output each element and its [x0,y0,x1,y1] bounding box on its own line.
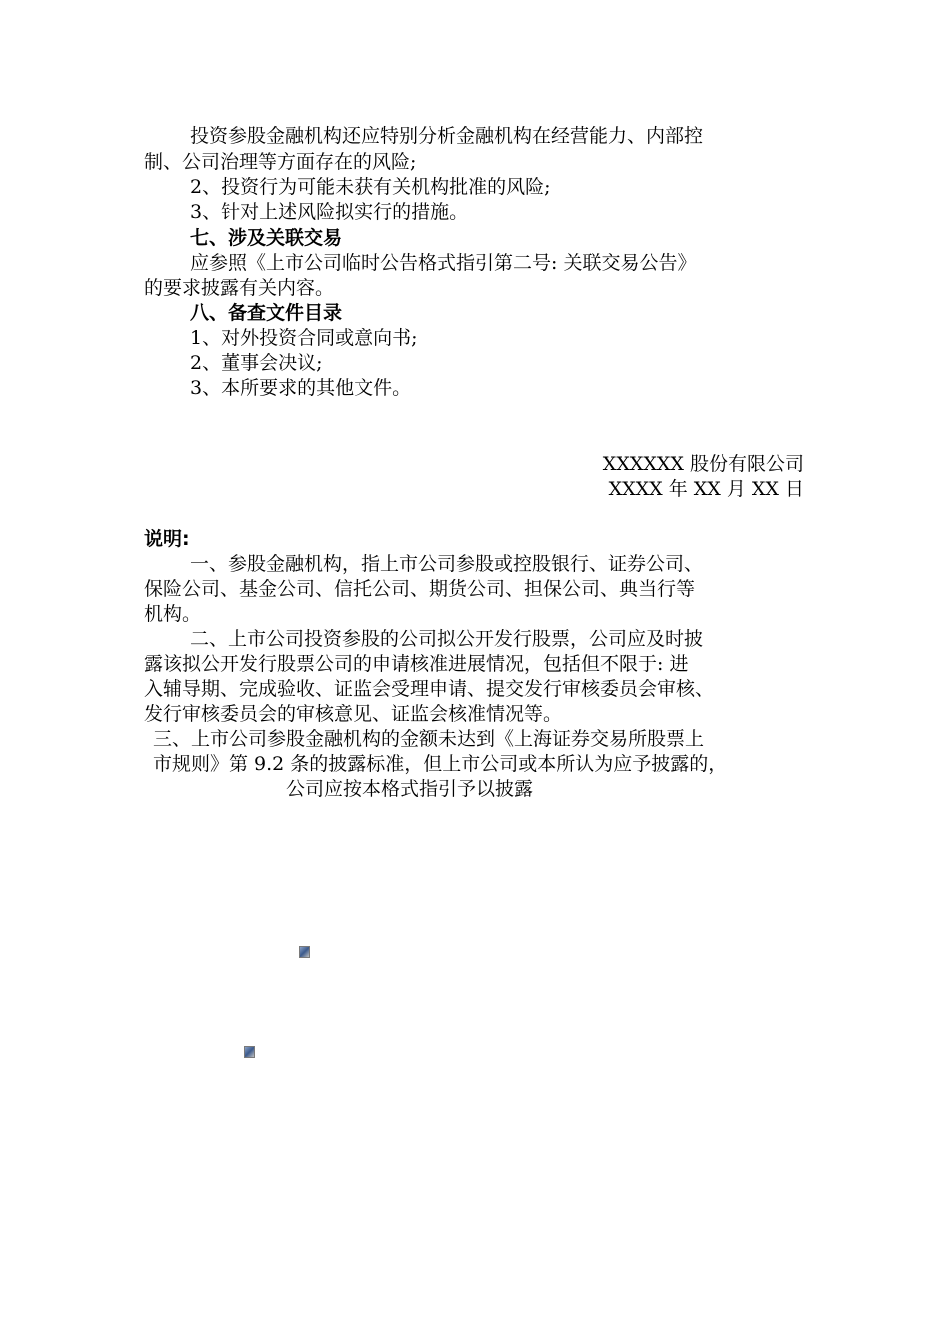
signature-date: XXXX 年 XX 月 XX 日 [608,478,804,500]
section6-paragraph-line2: 制、公司治理等方面存在的风险; [144,151,417,173]
note2-line4: 发行审核委员会的审核意见、证监会核准情况等。 [144,703,563,725]
note3-line2: 市规则》第 9.2 条的披露标准，但上市公司或本所认为应予披露的， [153,753,728,775]
note3-line1: 三、上市公司参股金融机构的金额未达到《上海证券交易所股票上 [153,728,705,750]
section8-item-1: 1、对外投资合同或意向书; [190,327,418,349]
section8-item-3: 3、本所要求的其他文件。 [190,377,412,399]
section7-line1: 应参照《上市公司临时公告格式指引第二号: 关联交易公告》 [190,252,697,274]
broken-image-icon [244,1046,255,1058]
note2-line3: 入辅导期、完成验收、证监会受理申请、提交发行审核委员会审核、 [144,678,715,700]
notes-heading: 说明: [144,528,190,550]
section6-item-3: 3、针对上述风险拟实行的措施。 [190,201,469,223]
section6-item-2: 2、投资行为可能未获有关机构批准的风险; [190,176,551,198]
section6-paragraph-line1: 投资参股金融机构还应特别分析金融机构在经营能力、内部控 [190,125,704,147]
signature-company: XXXXXX 股份有限公司 [602,453,804,475]
note3-line3: 公司应按本格式指引予以披露 [286,778,534,800]
note2-line2: 露该拟公开发行股票公司的申请核准进展情况，包括但不限于: 进 [144,653,689,675]
note1-line1: 一、参股金融机构，指上市公司参股或控股银行、证券公司、 [190,553,704,575]
broken-image-icon [299,946,310,958]
section8-item-2: 2、董事会决议; [190,352,323,374]
section7-line2: 的要求披露有关内容。 [144,277,335,299]
note1-line2: 保险公司、基金公司、信托公司、期货公司、担保公司、典当行等 [144,578,696,600]
note1-line3: 机构。 [144,603,202,625]
section7-heading: 七、涉及关联交易 [190,227,343,249]
note2-line1: 二、上市公司投资参股的公司拟公开发行股票，公司应及时披 [190,628,704,650]
section8-heading: 八、备查文件目录 [190,302,343,324]
